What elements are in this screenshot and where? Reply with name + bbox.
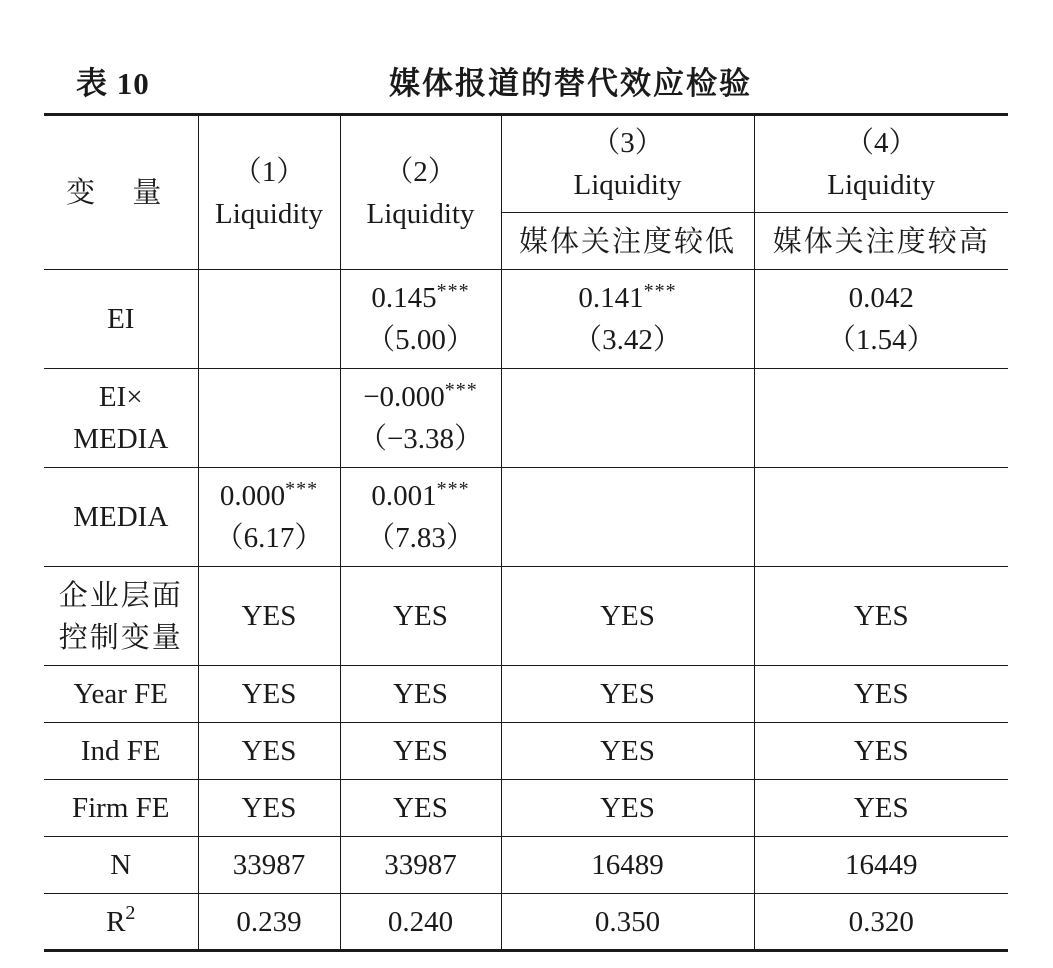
header-row: [44, 115, 1008, 213]
t-stat: （3.42）: [573, 324, 682, 356]
header-col-4-sub-label: 媒体关注度较高: [772, 223, 990, 258]
header-col-3: [501, 115, 754, 213]
row-label-line: MEDIA: [73, 423, 169, 455]
table-row: [44, 270, 1008, 369]
table-row: [44, 894, 1008, 951]
cell-value: YES: [198, 666, 340, 723]
row-label-media: MEDIA: [44, 468, 198, 567]
significance-stars: ***: [444, 379, 478, 401]
header-col-3-sub: [501, 213, 754, 270]
row-label-firm-fe: Firm FE: [44, 780, 198, 837]
header-col-3-dep: Liquidity: [573, 169, 682, 201]
cell-value: 33987: [340, 837, 501, 894]
row-label-line: 企业层面: [58, 578, 183, 612]
cell-value: YES: [340, 666, 501, 723]
cell-value: YES: [501, 780, 754, 837]
coef: −0.000: [363, 381, 445, 413]
row-label-ei: EI: [44, 270, 198, 369]
cell-value: YES: [340, 567, 501, 666]
header-col-3-num: （3）: [591, 127, 664, 159]
cell-ei-media-c4: [754, 369, 1008, 468]
cell-value: 0.239: [198, 894, 340, 951]
t-stat: （5.00）: [366, 324, 475, 356]
table-title: 媒体报道的替代效应检验: [389, 66, 752, 102]
header-col-2-dep: Liquidity: [366, 197, 475, 230]
cell-media-c1: [198, 468, 340, 567]
regression-table: [44, 113, 1008, 952]
cell-ei-c1: [198, 270, 340, 369]
header-col-4: [754, 115, 1008, 213]
cell-value: YES: [198, 723, 340, 780]
row-label-r2: [44, 894, 198, 951]
cell-ei-c3: [501, 270, 754, 369]
cell-value: YES: [754, 780, 1008, 837]
cell-ei-c4: [754, 270, 1008, 369]
r2-superscript: 2: [125, 901, 136, 924]
t-stat: （6.17）: [214, 522, 324, 554]
table-row: [44, 468, 1008, 567]
r2-letter: R: [106, 905, 126, 938]
header-col-2-num: （2）: [384, 155, 457, 188]
header-col-4-num: （4）: [844, 127, 918, 159]
row-label-line: 控制变量: [58, 620, 183, 654]
cell-value: 0.350: [501, 894, 754, 951]
table-row: [44, 567, 1008, 666]
cell-media-c3: [501, 468, 754, 567]
cell-ei-media-c1: [198, 369, 340, 468]
cell-value: YES: [501, 666, 754, 723]
cell-ei-media-c3: [501, 369, 754, 468]
cell-ei-media-c2: [340, 369, 501, 468]
header-col-2: [340, 115, 501, 270]
cell-value: 0.240: [340, 894, 501, 951]
significance-stars: ***: [436, 280, 470, 302]
row-label-n: N: [44, 837, 198, 894]
table-row: [44, 666, 1008, 723]
header-variable: [44, 115, 198, 270]
t-stat: （7.83）: [366, 522, 475, 554]
table-row: [44, 837, 1008, 894]
cell-value: 0.320: [754, 894, 1008, 951]
header-col-1-num: （1）: [232, 155, 306, 188]
row-label-ind-fe: Ind FE: [44, 723, 198, 780]
cell-value: YES: [198, 567, 340, 666]
cell-media-c2: [340, 468, 501, 567]
table-label: 表 10: [76, 66, 150, 101]
cell-value: 33987: [198, 837, 340, 894]
row-label-year-fe: Year FE: [44, 666, 198, 723]
cell-value: 16489: [501, 837, 754, 894]
significance-stars: ***: [436, 478, 470, 500]
cell-value: YES: [340, 780, 501, 837]
coef: 0.001: [371, 480, 437, 512]
cell-value: YES: [501, 723, 754, 780]
coef: 0.145: [371, 282, 437, 314]
header-col-1-dep: Liquidity: [215, 197, 323, 230]
cell-value: YES: [198, 780, 340, 837]
header-col-4-dep: Liquidity: [827, 169, 936, 201]
cell-value: 16449: [754, 837, 1008, 894]
cell-ei-c2: [340, 270, 501, 369]
header-col-3-sub-label: 媒体关注度较低: [518, 223, 736, 258]
t-stat: （−3.38）: [357, 423, 484, 455]
cell-value: YES: [754, 723, 1008, 780]
header-col-1: [198, 115, 340, 270]
row-label-ei-media: [44, 369, 198, 468]
header-variable-label: 变 量: [66, 175, 176, 209]
cell-value: YES: [340, 723, 501, 780]
table-row: [44, 780, 1008, 837]
significance-stars: ***: [643, 280, 677, 302]
row-label-line: EI×: [98, 381, 143, 413]
t-stat: （1.54）: [826, 324, 936, 356]
cell-value: YES: [754, 666, 1008, 723]
coef: 0.000: [219, 480, 286, 512]
cell-media-c4: [754, 468, 1008, 567]
coef: 0.141: [578, 282, 644, 314]
significance-stars: ***: [285, 478, 319, 500]
header-col-4-sub: [754, 213, 1008, 270]
cell-value: YES: [501, 567, 754, 666]
coef: 0.042: [848, 282, 914, 314]
row-label-firm-controls: [44, 567, 198, 666]
cell-value: YES: [754, 567, 1008, 666]
table-row: [44, 723, 1008, 780]
table-row: [44, 369, 1008, 468]
